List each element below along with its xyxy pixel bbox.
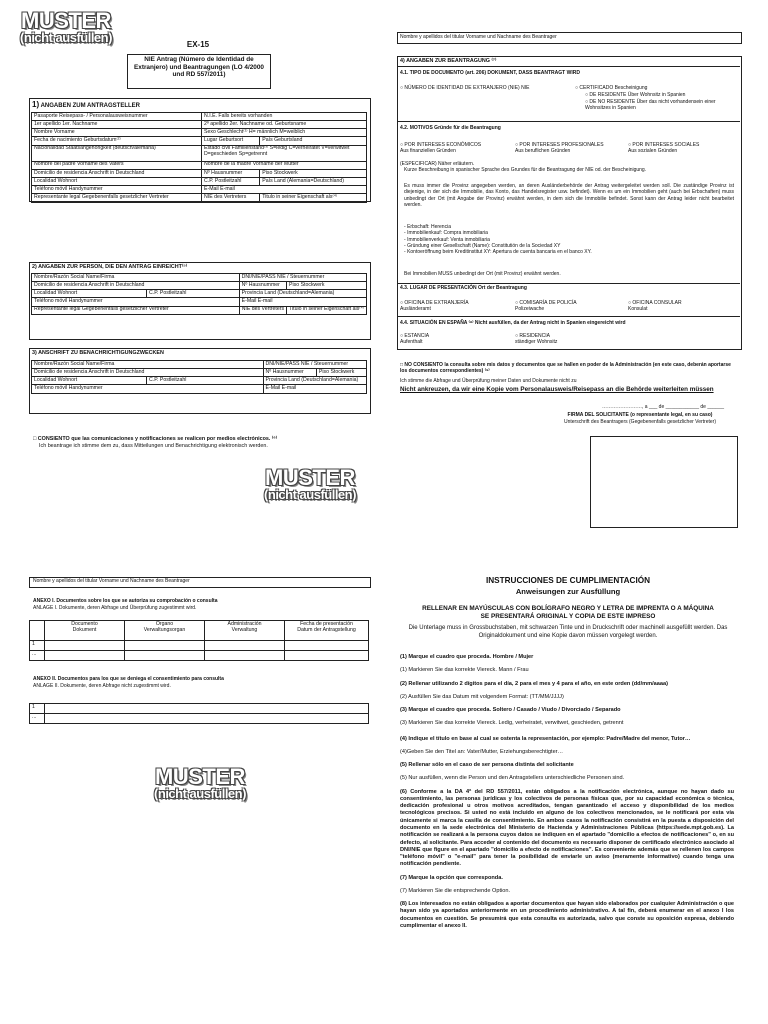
field-address[interactable]: Domicilio de residencia Anschrift in Deutschland [32,369,264,377]
field-floor[interactable]: Piso Stockwerk [316,369,366,377]
field-city[interactable]: Localidad Wohnort [32,377,147,385]
table-row [32,385,367,393]
table-row [32,377,367,385]
opt-stay[interactable]: ○ ESTANCIA Aufenthalt [400,333,430,346]
opt-certificate[interactable]: ○ CERTIFICADO Bescheinigung [575,85,648,91]
s43-title: 4.3. LUGAR DE PRESENTACIÓN Ort der Beantragung [400,285,527,291]
field-floor[interactable]: Piso Stockwerk [287,282,367,290]
s42-explanation: Es muss immer die Provinz angegeben werden, an deren Ausländerbehörde der Antrag weitergeleitet werden soll. Die zuständige Provinz ist diejenige, in der sich die Immobilie, das Konto, das Handelsregister usw. befindet). Wenn es um ein Immobilien geht (auch bei Erbschaften) muss unbedingt der Ort (mit Angabe der Provinz) erwähnt werden, in dem sich die Immobilie befindet. Sonst kann der Antrag leider nicht bearbeitet werden. [404,183,734,208]
field-mobile[interactable]: Teléfono móvil Handynummer [32,385,264,393]
field-birthcountry[interactable]: País Geburtsland [260,137,367,145]
table-row [32,129,367,137]
field-birthdate[interactable]: Fecha de nacimiento Geburtsdatum⁽²⁾ [32,137,202,145]
table-row [30,621,369,641]
opt-extranjeria[interactable]: ○ OFICINA DE EXTRANJERÍA Ausländeramt [400,300,469,313]
opt-social[interactable]: ○ POR INTERESES SOCIALES Aus sozialen Gründen [628,142,700,155]
field-rep-nie[interactable]: NIE des Vertreters [239,306,286,314]
field-email[interactable]: E-Mail E-mail [239,298,366,306]
opt-non-resident[interactable]: ○ DE NO RESIDENTE Über das nicht vorhandensein einer Wohnsitzes in Spanien [585,99,716,112]
s42-title: 4.2. MOTIVOS Gründe für die Beantragung [400,125,501,131]
table-row [32,369,367,377]
field-sex[interactable]: Sexo Geschlecht⁽¹⁾ H= männlich M=weiblich [202,129,367,137]
field-passport[interactable]: Pasaporte Reisepass- / Personalausweisnummer [32,113,202,121]
field-father[interactable]: Nombre del padre Vorname des Vaters [32,161,202,169]
field-postcode[interactable]: C.P. Postleitzahl [147,377,264,385]
section-4-title: 4) ANGABEN ZUR BEANTRAGUNG ⁽⁷⁾ [400,58,497,64]
table-row [32,113,367,121]
field-mother[interactable]: Nombre de la madre Vorname der Mutter [202,161,367,169]
muster-stamp-middle: MUSTER (nicht ausfüllen) [264,465,356,502]
table-row [32,178,367,186]
field-name[interactable]: Nombre/Razón Social Name/Firma [32,274,240,282]
col-administration: Administración Verwaltung [205,621,285,641]
list-item: - Erbschaft: Herencia [404,224,451,230]
list-item: - Immobilienverkauf: Venta inmobiliaria [404,236,490,243]
list-item: - Immobilienkauf: Compra inmobiliaria [404,230,488,237]
instructions-subtitle: Anweisungen zur Ausfüllung [515,587,621,596]
s42-examples [404,224,734,255]
no-consent-note: Nicht ankreuzen, da wir eine Kopie vom Personalausweis/Reisepass an die Behörde weiterleiten müssen [400,386,714,393]
annex1-title: ANEXO I. Documentos sobre los que se autoriza su comprobación o consulta [33,598,218,604]
s44-title: 4.4. SITUACIÓN EN ESPAÑA ⁽⁸⁾ Nicht ausfüllen, da der Antrag nicht in Spanien eingereicht wird [400,320,626,326]
instructions-list: (1) Marque el cuadro que proceda. Hombre / Mujer (1) Markieren Sie das korrekte Viereck. Mann / Frau (2) Rellenar utilizando 2 dígitos para el día, 2 para el mes y 4 para el año, en este orden (dd/mm/aaaa) (2) Ausfüllen Sie das Datum mit volgendem Format: (TT/MM/JJJJ) (3) Marque el cuadro que proceda. Soltero / Casado / Viudo / Divorciado / Separado (3) Markieren Sie das korrekte Viereck. Ledig, verheiratet, verwitwet, geschieden, getrennt (4) Indique el título en base al cual se ostenta la representación, por ejemplo: Padre/Madre del menor, Tutor… (4)Geben Sie den Titel an: Vater/Mutter, Erziehungsberechtigter… (5) Rellenar sólo en el caso de ser persona distinta del solicitante (5) Nur ausfüllen, wenn die Person und den Antragstellers unterschiedliche Personen sind. (6) Conforme a la DA 4ª del RD 557/2011, están obligados a la notificación electrónica, aunque no hayan dado su consentimiento, las personas jurídicas y los colectivos de personas físicas que, por su capacidad económica o técnica, dedicación profesional u otros motivos acreditados, tengan garantizado el acceso y disponibilidad de los medios tecnológicos precisos. Si usted no está incluido en alguno de los colectivos mencionados, se le notificará por esta vía únicamente si marca la casilla de consentimiento. En ambos casos la notificación consistirá en la puesta a disposición del documento en la sede electrónica del Ministerio de Hacienda y Administraciones Públicas (https://sede.mpt.gob.es). La notificación se realizará a la persona cuyos datos se indiquen en el apartado "domicilio a efectos de notificaciones" o, en su defecto, al solicitante. Para acceder al contenido del documento es necesario disponer de certificado electrónico asociado al DNI/NIE que figure en el apartado "domicilio a efecto de notificaciones". Es conveniente además que se rellenen los campos "teléfono móvil" o "e-mail" para tener la posibilidad de enviarle un aviso (meramente informativo) cuando tenga una notificación pendiente. (7) Marque la opción que corresponda. (7) Markieren Sie die entsprechende Option. (8) Los interesados no están obligados a aportar documentos que hayan sido elaborados por cualquier Administración o que hayan sido ya aportados anteriormente en un procedimiento administrativo. A tal fin, deberá enumerar en el anexo I los documentos en cuestión. Se presumirá que esta consulta es autorizada, salvo que conste su oposición expresa, debiendo cumplimentar el anexo II. [400,654,734,929]
section-1-table [31,112,367,203]
no-consent-checkbox[interactable]: □ NO CONSIENTO la consulta sobre mis datos y documentos que se hallen en poder de la Administración (en este caso, deberán aportarse los documentos correspondientes) ⁽⁹⁾ [400,362,731,375]
no-consent-de: Ich stimme die Abfrage und Überprüfung meiner Daten und Dokumente nicht zu [400,378,577,384]
field-number[interactable]: Nº Hausnummer [263,369,316,377]
opt-nie[interactable]: ○ NÚMERO DE IDENTIDAD DE EXTRANJERO (NIE) NIE [400,85,530,91]
field-mobile[interactable]: Teléfono móvil Handynummer [32,186,202,194]
table-row: ... [30,651,369,661]
section-3-title: 3) ANSCHRIFT ZU BENACHRICHTIGUNGZWECKEN [32,350,164,356]
table-row [32,161,367,169]
field-name[interactable]: Nombre/Razón Social Name/Firma [32,361,264,369]
list-item: - Gründung einer Gesellschaft (Name): Constitutión de la Sociedad XY [404,242,561,249]
field-surname1[interactable]: 1er apellido 1er. Nachname [32,121,202,129]
field-number[interactable]: Nº Hausnummer [202,169,260,177]
annex2-subtitle: ANLAGE II. Dokumente, deren Abfrage nicht zugestimmt wird. [33,683,171,689]
annex2-table [29,703,369,724]
field-firstname[interactable]: Nombre Vorname [32,129,202,137]
field-id[interactable]: DNI/NIE/PASS NIE / Steuernummer [239,274,366,282]
muster-stamp-top: MUSTER (nicht ausfüllen) [20,8,112,45]
signature-box[interactable] [590,436,738,528]
section-3-table [31,360,367,394]
table-row [32,137,367,145]
field-address[interactable]: Domicilio de residencia Anschrift in Deutschland [32,282,240,290]
table-row [32,121,367,129]
field-rep-title[interactable]: Titulo in seiner Eigenschaft als⁽⁴⁾ [287,306,367,314]
field-mobile[interactable]: Teléfono móvil Handynummer [32,298,240,306]
table-row: ... [30,714,369,724]
s41-title: 4.1. TIPO DE DOCUMENTO (art. 206) DOKUMENT, DASS BEANTRAGT WIRD [400,70,580,76]
annex-holder-label: Nombre y apellidos del titular Vorname und Nachname des Beantrager [33,578,190,584]
field-nie[interactable]: N.I.E. Falls bereits vorhanden [202,113,367,121]
field-city[interactable]: Localidad Wohnort [32,178,202,186]
field-postcode[interactable]: C.P. Postleitzahl [147,290,240,298]
table-row [32,290,367,298]
s42-specify: (ESPECIFICAR) Näher erläutern. Kurze Beschreibung in spanischer Sprache des Grundes für die Beantragung der NIE od. der Bescheinigung. [400,161,647,174]
table-row: 1 [30,641,369,651]
table-row [32,145,367,161]
table-row [32,298,367,306]
field-country[interactable]: País Land (Alemania=Deutschland) [260,178,367,186]
signature-label-de: Unterschrift des Beantragers (Gegebenenfalls gesetzlicher Vertreter) [563,419,717,425]
instructions-caps: RELLENAR EN MAYÚSCULAS CON BOLÍGRAFO NEGRO Y LETRA DE IMPRENTA O A MÁQUINA SE PRESENTARÁ ORIGINAL Y COPIA DE ESTE IMPRESO [422,605,714,620]
field-rep-title[interactable]: Titulo in seiner Eigenschaft als⁽⁴⁾ [260,194,367,202]
field-nationality[interactable]: Nacionalidad Staatsangehörigkeit (deutsch/alemana) [32,145,202,161]
table-row: 1 [30,704,369,714]
field-postcode[interactable]: C.P. Postleitzahl [202,178,260,186]
col-date: Fecha de presentación Datum der Antragstellung [285,621,369,641]
annex1-subtitle: ANLAGE I. Dokumente, deren Abfrage und Überprüfung zugestimmt wird. [33,605,197,611]
field-id[interactable]: DNI/NIE/PASS NIE / Steuernummer [263,361,367,369]
field-surname2[interactable]: 2º apellido 2er. Nachname od. Geburtsname [202,121,367,129]
list-item: - Kontoeröffnung beim Kreditinstitut XY: Apertura de cuenta bancaria en el banco XY. [404,249,592,255]
field-province[interactable]: Provincia Land (Deutschland=Alemania) [239,290,366,298]
annex1-table [29,620,369,661]
opt-economic[interactable]: ○ POR INTERESES ECONÓMICOS Aus finanziellen Gründen [400,142,482,155]
field-number[interactable]: Nº Hausnummer [239,282,286,290]
form-code: EX-15 [186,40,210,49]
table-row [32,282,367,290]
opt-professional[interactable]: ○ POR INTERESES PROFESIONALES Aus beruflichen Gründen [515,142,604,155]
col-document: Documento Dokument [45,621,125,641]
col-organ: Organo Verwaltungsorgan [125,621,205,641]
instructions-caps-de: Die Unterlage muss in Grossbuchstaben, mit schwarzen Tinte und in Druckschrift oder machinell ausgefüllt werden. Das Originaldokument und eine Kopie davon müssen vorgelegt werden. [408,625,728,639]
field-email[interactable]: E-Mail E-mail [202,186,367,194]
section-2-table [31,273,367,315]
form-title: NIE Antrag (Número de Identidad de Extranjero) und Beantragungen (LO 4/2000 und RD 557/2011) [127,54,271,89]
date-line[interactable]: ……………………, a ___ de ____________ de ______ [602,404,725,410]
table-row [32,169,367,177]
s42-note: Bei Immobilien MUSS unbedingt der Ort (mit Provinz) erwähnt werden. [404,271,561,277]
table-row [32,306,367,314]
muster-stamp-bottom: MUSTER (nicht ausfüllen) [154,764,246,801]
field-civil-status[interactable]: Estado civil Familienstand⁽³⁾ S=ledig C=verheiratet V=verwitwet D=geschieden Sp=getrennt [202,145,367,161]
opt-residence[interactable]: ○ RESIDENCIA ständiger Wohnsitz [515,333,558,346]
opt-consulate[interactable]: ○ OFICINA CONSULAR Konsulat [628,300,682,313]
field-address[interactable]: Domicilio de residencia Anschrift in Deutschland [32,169,202,177]
table-row [32,194,367,202]
field-rep-nie[interactable]: NIE des Vertreters [202,194,260,202]
instructions-title: INSTRUCCIONES DE CUMPLIMENTACIÓN [485,576,651,585]
opt-police[interactable]: ○ COMISARÍA DE POLICÍA Polizeiwache [515,300,577,313]
holder-name-label: Nombre y apellidos del titular Vorname und Nachname des Beantrager [400,34,557,40]
section-2-title: 2) ANGABEN ZUR PERSON, DIE DEN ANTRAG EINREICHT⁽⁵⁾ [32,264,188,270]
field-legal-rep[interactable]: Representante legal Gegebenenfalls gesetzlicher Vertreter [32,194,202,202]
consent-electronic[interactable]: □ CONSIENTO que las comunicaciones y notificaciones se realicen por medios electrónicos. ⁽⁶⁾ Ich beantrage ich stimme dem zu, dass Mitteilungen und Benachrichtigung elektronisch werden. [33,436,278,449]
field-province[interactable]: Provincia Land (Deutschland=Alemania) [263,377,367,385]
table-row [32,274,367,282]
field-city[interactable]: Localidad Wohnort [32,290,147,298]
signature-label-es: FIRMA DEL SOLICITANTE (o representante legal, en su caso) [567,412,713,418]
annex2-title: ANEXO II. Documentos para los que se deniega el consentimiento para consulta [33,676,224,682]
opt-resident[interactable]: ○ DE RESIDENTE Über Wohnsitz in Spanien [585,92,686,98]
field-floor[interactable]: Piso Stockwerk [260,169,367,177]
table-row [32,361,367,369]
field-email[interactable]: E-Mail E-mail [263,385,367,393]
section-1-title: 1) ANGABEN ZUM ANTRAGSTELLER [32,100,141,109]
field-legal-rep[interactable]: Representante legal Gegebenenfalls gesetzlicher Vertreter [32,306,240,314]
table-row [32,186,367,194]
field-birthplace[interactable]: Lugar Geburtsort [202,137,260,145]
